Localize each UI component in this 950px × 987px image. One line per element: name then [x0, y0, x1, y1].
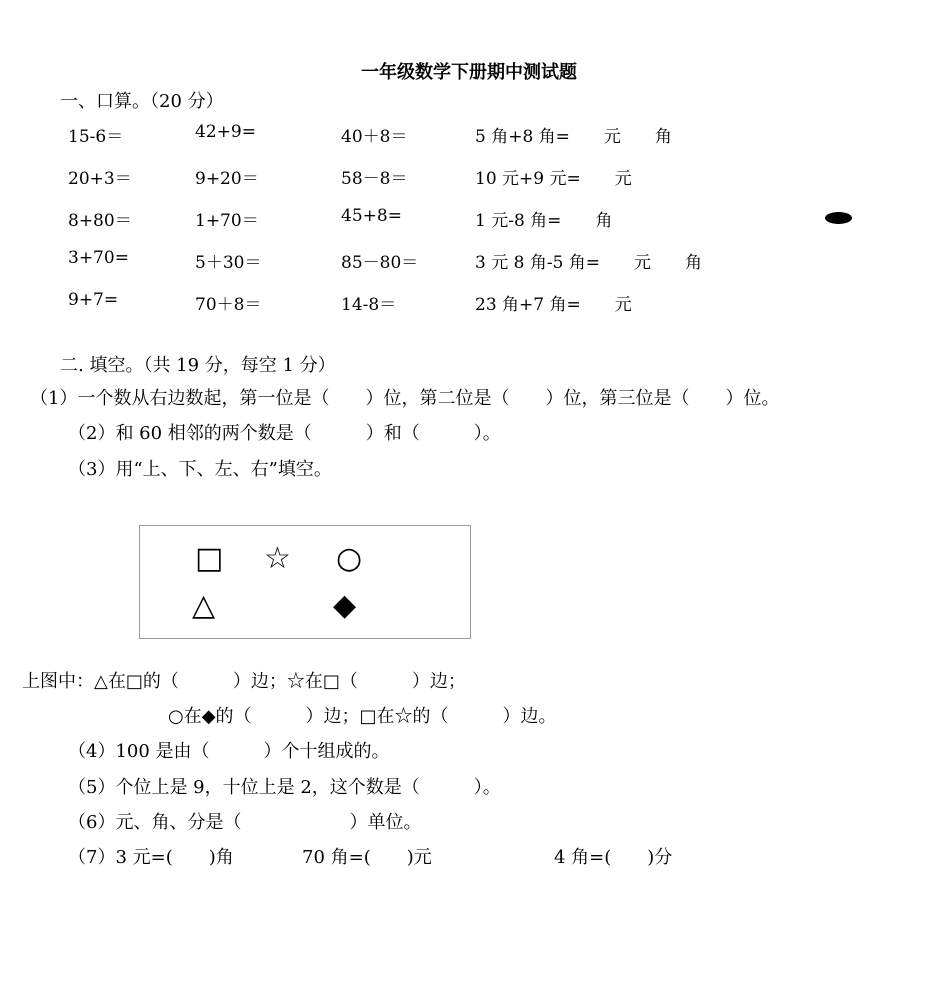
section2-heading: 二. 填空。（共 19 分，每空 1 分）	[60, 355, 336, 376]
question-3: （3）用“上、下、左、右”填空。	[68, 459, 332, 480]
figure-question-line1: 上图中：△在□的（ ）边；☆在□（ ）边；	[22, 671, 466, 692]
diamond-icon: ◆	[333, 588, 357, 623]
exercise: 9+20＝	[195, 169, 259, 189]
exercise: 15-6＝	[68, 127, 124, 147]
question-4: （4）100 是由（ ）个十组成的。	[68, 741, 390, 762]
circle-icon: ○	[336, 541, 363, 576]
exercise: 5＋30＝	[195, 253, 262, 273]
exercise: 40＋8＝	[341, 127, 408, 147]
black-oval-mark	[825, 212, 852, 224]
exercise: 8+80＝	[68, 211, 132, 231]
question-7-part-c: 4 角=( )分	[554, 847, 673, 868]
exercise: 58－8＝	[341, 169, 408, 189]
question-5: （5）个位上是 9，十位上是 2，这个数是（ ）。	[68, 777, 501, 798]
exercise: 3+70=	[68, 248, 129, 268]
exercise: 85－80＝	[341, 253, 419, 273]
exercise: 42+9=	[195, 122, 256, 142]
exercise: 5 角+8 角= 元 角	[475, 127, 672, 147]
exercise: 70＋8＝	[195, 295, 262, 315]
page-title: 一年级数学下册期中测试题	[361, 62, 577, 83]
question-7-part-b: 70 角=( )元	[302, 847, 432, 868]
shape-figure-box	[139, 525, 471, 639]
question-6: （6）元、角、分是（ ）单位。	[68, 812, 422, 833]
exercise: 1 元-8 角= 角	[475, 211, 613, 231]
exercise: 45+8=	[341, 206, 402, 226]
question-2: （2）和 60 相邻的两个数是（ ）和（ ）。	[68, 423, 501, 444]
exercise: 14-8＝	[341, 295, 397, 315]
exercise: 20+3＝	[68, 169, 132, 189]
star-icon: ☆	[264, 541, 291, 576]
exercise: 9+7=	[68, 290, 119, 310]
exercise: 3 元 8 角-5 角= 元 角	[475, 253, 703, 273]
question-7-part-a: （7）3 元=( )角	[68, 847, 234, 868]
figure-question-line2: ○在◆的（ ）边；□在☆的（ ）边。	[168, 706, 557, 727]
section1-heading: 一、口算。（20 分）	[60, 91, 224, 112]
exercise: 10 元+9 元= 元	[475, 169, 632, 189]
square-icon: □	[195, 541, 224, 576]
exercise: 1+70＝	[195, 211, 259, 231]
triangle-icon: △	[192, 588, 216, 623]
question-1: （1）一个数从右边数起，第一位是（ ）位，第二位是（ ）位，第三位是（ ）位。	[30, 388, 780, 409]
exercise: 23 角+7 角= 元	[475, 295, 632, 315]
